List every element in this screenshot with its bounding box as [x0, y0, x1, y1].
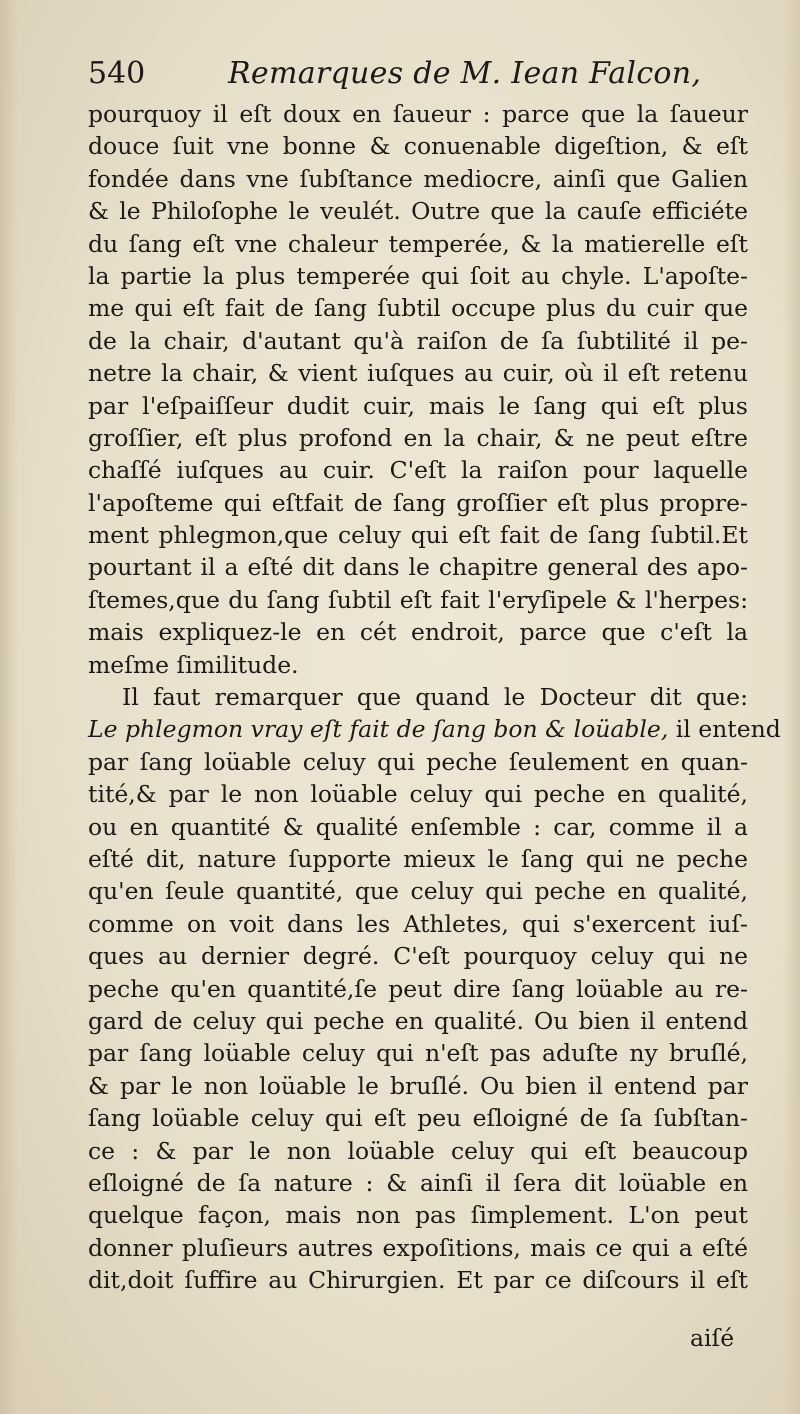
text-line: donner pluſieurs autres expoſitions, mais ce qui a eſté	[88, 1233, 748, 1262]
text-line: gard de celuy qui peche en qualité. Ou bien il entend	[88, 1006, 748, 1035]
text-line: ce : & par le non loüable celuy qui eſt beaucoup	[88, 1136, 748, 1165]
page-header	[88, 52, 768, 96]
quoted-phrase: Le phlegmon vray eſt fait de ſang bon & loüable,	[88, 715, 669, 744]
text-line: & le Philoſophe le veulét. Outre que la cauſe efficiéte	[88, 197, 748, 226]
text-line: eſté dit, nature ſupporte mieux le ſang qui ne peche	[88, 844, 748, 873]
text-line: peche qu'en quantité,ſe peut dire ſang loüable au re-	[88, 974, 748, 1003]
catchword: aiſé	[690, 1324, 735, 1352]
text-line: la partie la plus temperée qui ſoit au chyle. L'apoſte-	[88, 261, 748, 290]
text-line: du ſang eſt vne chaleur temperée, & la matierelle eſt	[88, 229, 748, 258]
text-line: pourquoy il eſt doux en ſaueur : parce que la ſaueur	[88, 100, 748, 128]
text-line: eſloigné de ſa nature : & ainſi il ſera dit loüable en	[88, 1168, 748, 1197]
text-line: comme on voit dans les Athletes, qui s'exercent iuſ-	[88, 909, 748, 938]
text-line: par ſang loüable celuy qui peche ſeulement en quan-	[88, 747, 748, 776]
text-line: Il faut remarquer que quand le Docteur dit que:	[122, 683, 748, 712]
text-line: quelque façon, mais non pas ſimplement. L'on peut	[88, 1201, 748, 1230]
text-line: ou en quantité & qualité enſemble : car, comme il a	[88, 812, 748, 841]
text-line: meſme ſimilitude.	[88, 650, 299, 679]
running-title: Remarques de M. Iean Falcon,	[228, 56, 702, 91]
text-line: ment phlegmon,que celuy qui eſt fait de ſang ſubtil.Et	[88, 521, 748, 550]
text-line: dit,doit ſuffire au Chirurgien. Et par ce diſcours il eſt	[88, 1266, 748, 1295]
text-line: ques au dernier degré. C'eſt pourquoy celuy qui ne	[88, 942, 748, 971]
text-line: groſſier, eſt plus profond en la chair, & ne peut eſtre	[88, 423, 748, 452]
text-line: mais expliquez-le en cét endroit, parce que c'eſt la	[88, 618, 748, 647]
text-line: & par le non loüable le bruſlé. Ou bien il entend par	[88, 1071, 748, 1100]
text-line: ſang loüable celuy qui eſt peu eſloigné de ſa ſubſtan-	[88, 1104, 748, 1133]
text-line: me qui eſt fait de ſang ſubtil occupe plus du cuir que	[88, 294, 748, 323]
text-line: l'apoſteme qui eſtfait de ſang groſſier eſt plus propre-	[88, 488, 748, 517]
text-line: qu'en ſeule quantité, que celuy qui peche en qualité,	[88, 877, 748, 906]
text-line: par ſang loüable celuy qui n'eſt pas aduſte ny bruſlé,	[88, 1039, 748, 1068]
text-line: tité,& par le non loüable celuy qui peche en qualité,	[88, 780, 748, 809]
text-line: fondée dans vne ſubſtance mediocre, ainſi que Galien	[88, 164, 748, 193]
page-number: 540	[88, 56, 146, 91]
text-line: par l'eſpaiſſeur dudit cuir, mais le ſang qui eſt plus	[88, 391, 748, 420]
line-continuation: il entend	[668, 715, 781, 744]
text-line: pourtant il a eſté dit dans le chapitre general des apo-	[88, 553, 748, 582]
text-line: douce ſuit vne bonne & conuenable digeſtion, & eſt	[88, 132, 748, 161]
text-line: chaſſé iuſques au cuir. C'eſt la raiſon pour laquelle	[88, 456, 748, 485]
body-text	[88, 98, 781, 1296]
text-line: netre la chair, & vient iuſques au cuir, où il eſt retenu	[88, 359, 748, 388]
text-line	[88, 713, 781, 745]
text-line: de la chair, d'autant qu'à raiſon de ſa ſubtilité il pe-	[88, 326, 748, 355]
text-line: ſtemes,que du ſang ſubtil eſt fait l'eryſipele & l'herpes:	[88, 585, 748, 614]
